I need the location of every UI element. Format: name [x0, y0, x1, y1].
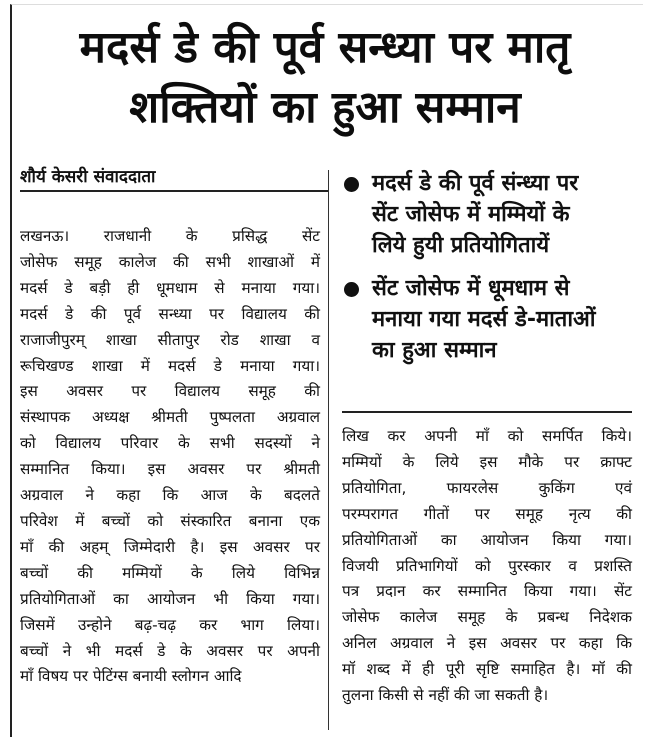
highlight-1 [342, 168, 632, 261]
body-line: प्रतियोगिता, फायरलेस कुकिंग एवं [342, 478, 632, 497]
body-line: सम्मानित किया। इस अवसर पर श्रीमती [20, 460, 320, 479]
body-line: माँ की अहम् जिम्मेदारी है। इस अवसर पर [20, 537, 320, 556]
highlights-rule [342, 411, 632, 413]
byline-rule [20, 190, 328, 192]
body-line: को विद्यालय परिवार के सभी सदस्यों ने [20, 434, 320, 453]
body-line: परम्परागत गीतों पर समूह नृत्य की [342, 504, 632, 523]
body-line: मम्मियों के लिये इस मौके पर क्राफ्ट [342, 452, 632, 471]
body-line: अग्रवाल ने कहा कि आज के बदलते [20, 486, 320, 505]
body-column-right [342, 424, 632, 709]
highlight-line: सेंट जोसेफ में मम्मियों के [372, 202, 570, 227]
body-line: बच्चों ने भी मदर्स डे के अवसर पर अपनी [20, 641, 320, 660]
body-line: पत्र प्रदान कर सम्मानित किया गया। सेंट [342, 582, 632, 601]
headline-line-1: मदर्स डे की पूर्व सन्ध्या पर मातृ [79, 22, 571, 73]
body-line: मदर्स डे बड़ी ही धूमधाम से मनाया गया। [20, 278, 320, 297]
body-line: संस्थापक अध्यक्ष श्रीमती पुष्पलता अग्रवाल [20, 408, 320, 427]
body-line: जोसेफ कालेज समूह के प्रबन्ध निदेशक [342, 608, 632, 627]
highlight-line: का हुआ सम्मान [372, 338, 497, 363]
body-line: परिवेश में बच्चों को संस्कारित बनाना एक [20, 511, 320, 530]
highlight-line: मदर्स डे की पूर्व संन्ध्या पर [372, 171, 579, 196]
body-line: प्रतियोगिताओं का आयोजन भी किया गया। [20, 589, 320, 608]
headline-line-2: शक्तियों का हुआ सम्मान [129, 82, 521, 133]
body-line: जिसमें उन्होने बढ़-चढ़ कर भाग लिया। [20, 615, 320, 634]
body-column-left [20, 224, 320, 690]
body-line: जोसेफ समूह कालेज की सभी शाखाओं में [20, 252, 320, 271]
body-line: इस अवसर पर विद्यालय समूह की [20, 382, 320, 401]
body-line: रूचिखण्ड शाखा में मदर्स डे मनाया गया। [20, 356, 320, 375]
bullet-icon [344, 177, 359, 192]
body-line: लखनऊ। राजधानी के प्रसिद्ध सेंट [20, 227, 320, 245]
highlight-line: सेंट जोसेफ में धूमधाम से [372, 276, 570, 301]
byline: शौर्य केसरी संवाददाता [20, 167, 156, 187]
highlight-2 [342, 273, 632, 366]
headline [20, 18, 630, 138]
body-line: लिख कर अपनी माँ को समर्पित किये। [342, 427, 632, 445]
body-line: मॉ शब्द में ही पूरी सृष्टि समाहित है। मॉ की [342, 660, 632, 679]
body-line: राजाजीपुरम् शाखा सीतापुर रोड शाखा व [20, 330, 320, 349]
highlights-box [342, 168, 632, 378]
body-line: मदर्स डे की पूर्व सन्ध्या पर विद्यालय की [20, 304, 320, 323]
column-divider [328, 170, 329, 730]
body-line: बच्चों की मम्मियों के लिये विभिन्न [20, 563, 320, 582]
bullet-icon [344, 282, 359, 297]
body-line: तुलना किसी से नहीं की जा सकती है। [342, 686, 549, 705]
body-line: माँ विषय पर पेटिंग्स बनायी स्लोगन आदि [20, 667, 242, 686]
body-line: अनिल अग्रवाल ने इस अवसर पर कहा कि [342, 634, 632, 653]
highlight-line: मनाया गया मदर्स डे-माताओं [372, 307, 596, 332]
highlight-line: लिये हुयी प्रतियोगितायें [372, 233, 550, 258]
body-line: प्रतियोगिताओं का आयोजन किया गया। [342, 530, 632, 549]
body-line: विजयी प्रतिभागियों को पुरस्कार व प्रशस्ति [342, 556, 632, 575]
